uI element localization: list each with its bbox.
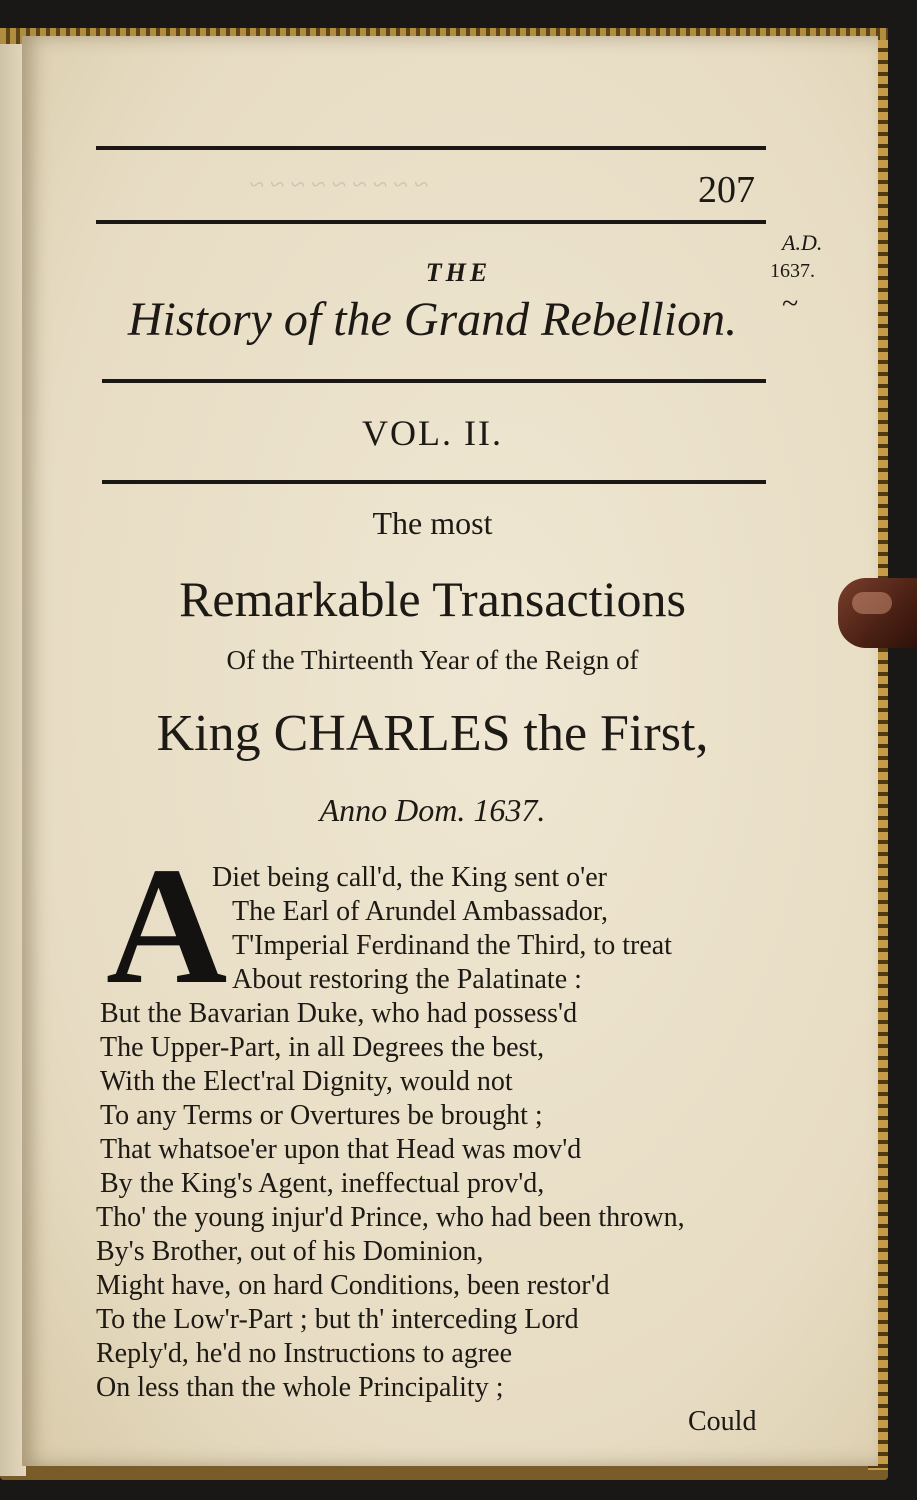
subtitle-date: Anno Dom. 1637. — [319, 792, 546, 828]
header-rule — [96, 220, 766, 224]
verse-line: That whatsoe'er upon that Head was mov'd — [100, 1134, 582, 1165]
verse-line: The Upper-Part, in all Degrees the best, — [100, 1032, 545, 1063]
page-number: 207 — [698, 169, 755, 211]
verse-line: With the Elect'ral Dignity, would not — [100, 1066, 513, 1097]
verse-line: The Earl of Arundel Ambassador, — [232, 896, 609, 927]
verse-line: But the Bavarian Duke, who had possess'd — [100, 998, 578, 1029]
title-rule-top — [102, 379, 766, 383]
title-article: THE — [425, 258, 492, 287]
drop-cap: A — [106, 833, 228, 1019]
margin-year: 1637. — [770, 260, 815, 282]
volume-heading: VOL. II. — [362, 413, 503, 453]
verse-line: Tho' the young injur'd Prince, who had been thrown, — [96, 1202, 685, 1233]
verse-line: By the King's Agent, ineffectual prov'd, — [100, 1168, 545, 1199]
page-title: History of the Grand Rebellion. — [127, 293, 738, 346]
verse-line: On less than the whole Principality ; — [96, 1372, 504, 1403]
verse-line: To any Terms or Overtures be brought ; — [100, 1100, 543, 1131]
verse-line: T'Imperial Ferdinand the Third, to treat — [232, 930, 672, 961]
subtitle-line-1: The most — [372, 505, 493, 541]
margin-year-label: A.D. — [782, 230, 823, 255]
subtitle-line-2: Remarkable Transactions — [179, 571, 686, 627]
clasp-highlight — [852, 592, 892, 614]
verse-line: Diet being call'd, the King sent o'er — [212, 862, 607, 893]
margin-swash-ornament: ~ — [782, 287, 799, 320]
verse-line: Might have, on hard Conditions, been restor'd — [96, 1270, 610, 1301]
subtitle-line-3: Of the Thirteenth Year of the Reign of — [226, 645, 639, 675]
title-rule-bottom — [102, 480, 766, 484]
verse-line: To the Low'r-Part ; but th' interceding Lord — [96, 1304, 579, 1335]
subtitle-line-4: King CHARLES the First, — [156, 705, 709, 762]
top-rule — [96, 146, 766, 150]
show-through-text: ~ ~ ~ ~ ~ ~ ~ ~ ~ — [250, 170, 429, 199]
catchword: Could — [688, 1406, 757, 1437]
verse-line: By's Brother, out of his Dominion, — [96, 1236, 484, 1267]
verse-line: Reply'd, he'd no Instructions to agree — [96, 1338, 512, 1369]
verse-line: About restoring the Palatinate : — [232, 964, 582, 995]
